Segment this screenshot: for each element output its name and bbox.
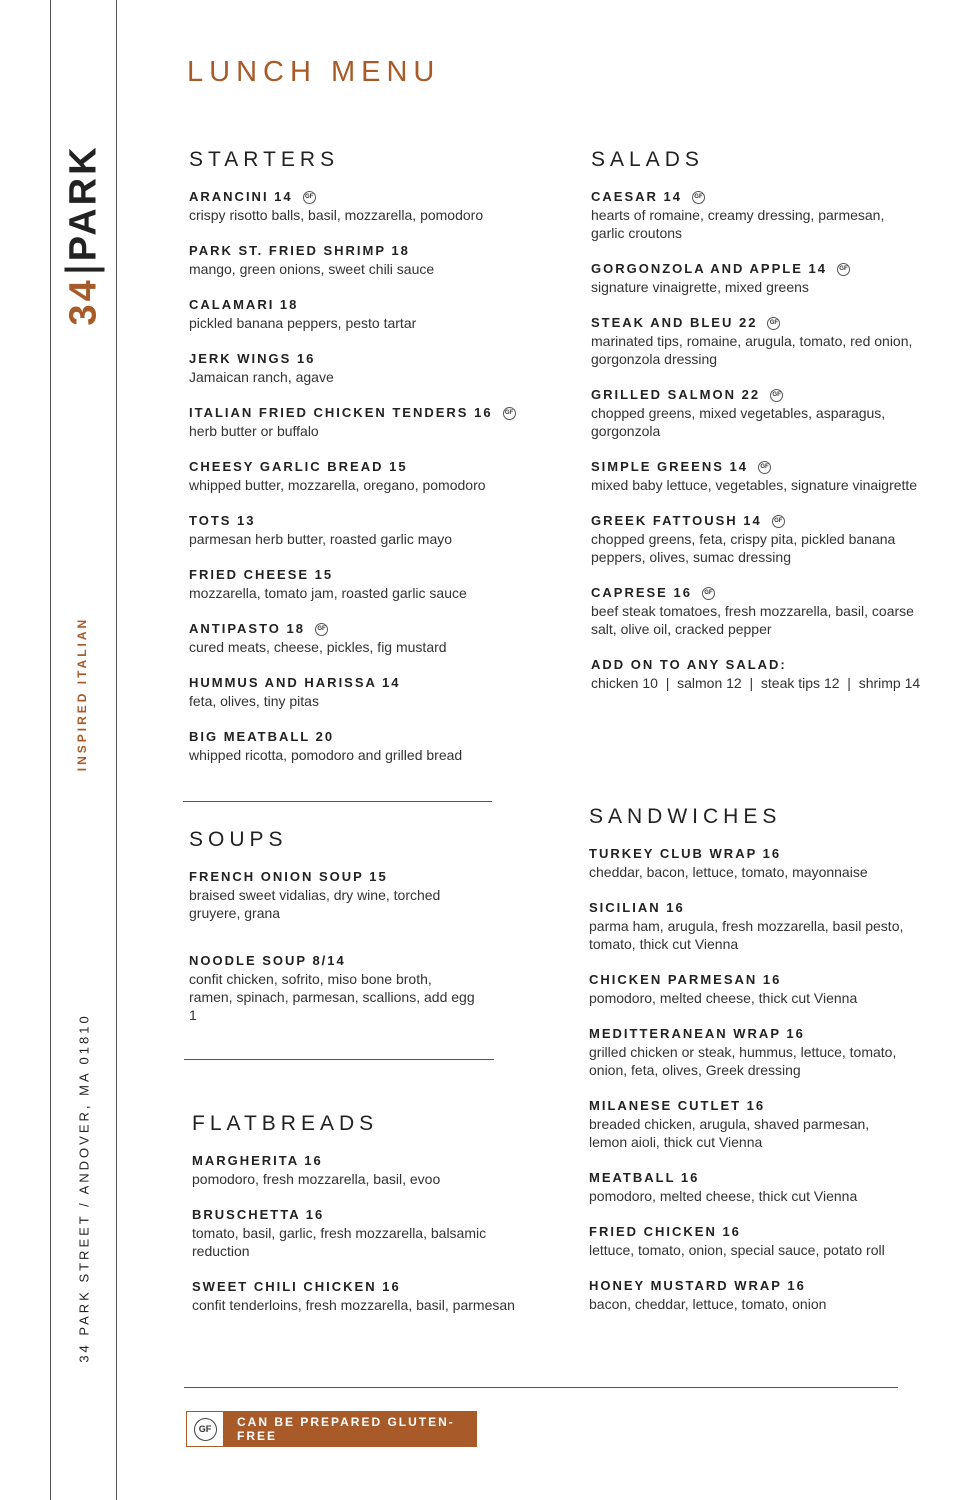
- item-name: BIG MEATBALL 20: [189, 729, 335, 744]
- menu-item: [591, 188, 921, 242]
- gluten-free-legend: [186, 1411, 477, 1447]
- item-description: whipped ricotta, pomodoro and grilled bread: [189, 747, 463, 763]
- starters-section: [189, 148, 529, 782]
- gluten-free-icon: GF: [758, 461, 771, 474]
- item-name: CHICKEN PARMESAN 16: [589, 972, 782, 987]
- gluten-free-icon: GF: [315, 623, 328, 636]
- item-name: CHEESY GARLIC BREAD 15: [189, 459, 408, 474]
- item-description: chopped greens, mixed vegetables, asparagus, gorgonzola: [591, 405, 886, 439]
- menu-item: [189, 868, 479, 922]
- gluten-free-icon: GF: [303, 191, 316, 204]
- item-description: crispy risotto balls, basil, mozzarella, pomodoro: [189, 207, 484, 223]
- section-title: SANDWICHES: [589, 805, 782, 828]
- section-title: STARTERS: [189, 148, 340, 171]
- menu-item: [589, 1169, 909, 1205]
- brand-separator: [64, 267, 104, 271]
- bottom-divider-line: [184, 1387, 898, 1388]
- item-description: feta, olives, tiny pitas: [189, 693, 319, 709]
- flatbreads-section: [192, 1112, 522, 1332]
- menu-title: LUNCH MENU: [187, 56, 441, 88]
- sidebar-divider-line: [116, 0, 117, 1500]
- section-title: FLATBREADS: [192, 1112, 379, 1135]
- item-description: chopped greens, feta, crispy pita, pickled banana peppers, olives, sumac dressing: [591, 531, 896, 565]
- tagline-text: INSPIRED ITALIAN: [75, 616, 89, 772]
- menu-item: [189, 188, 529, 224]
- menu-item: [591, 386, 921, 440]
- gluten-free-icon: GF: [772, 515, 785, 528]
- item-description: beef steak tomatoes, fresh mozzarella, basil, coarse salt, olive oil, cracked pepper: [591, 603, 914, 637]
- item-name: ITALIAN FRIED CHICKEN TENDERS 16: [189, 405, 493, 420]
- item-description: cured meats, cheese, pickles, fig mustard: [189, 639, 447, 655]
- menu-item: [189, 458, 529, 494]
- item-description: grilled chicken or steak, hummus, lettuce, tomato, onion, feta, olives, Greek dressing: [589, 1044, 897, 1078]
- item-description: mango, green onions, sweet chili sauce: [189, 261, 435, 277]
- addon-description: chicken 10 | salmon 12 | steak tips 12 | shrimp 14: [591, 675, 921, 691]
- item-description: pomodoro, melted cheese, thick cut Vienna: [589, 990, 858, 1006]
- item-name: FRIED CHEESE 15: [189, 567, 334, 582]
- salad-addons: [591, 656, 921, 692]
- address-text: 34 PARK STREET / ANDOVER, MA 01810: [76, 1013, 92, 1363]
- item-description: lettuce, tomato, onion, special sauce, potato roll: [589, 1242, 885, 1258]
- item-name: CAPRESE 16: [591, 585, 692, 600]
- menu-item: [589, 1025, 909, 1079]
- item-description: whipped butter, mozzarella, oregano, pomodoro: [189, 477, 486, 493]
- item-name: BRUSCHETTA 16: [192, 1207, 325, 1222]
- menu-item: [192, 1278, 522, 1314]
- item-description: tomato, basil, garlic, fresh mozzarella, balsamic reduction: [192, 1225, 487, 1259]
- item-name: HONEY MUSTARD WRAP 16: [589, 1278, 806, 1293]
- menu-item: [591, 458, 921, 494]
- item-name: CAESAR 14: [591, 189, 682, 204]
- legend-text: CAN BE PREPARED GLUTEN-FREE: [223, 1412, 476, 1446]
- item-description: confit tenderloins, fresh mozzarella, basil, parmesan: [192, 1297, 515, 1313]
- brand-name: PARK: [62, 144, 105, 262]
- divider-line: [184, 1059, 494, 1060]
- item-name: HUMMUS AND HARISSA 14: [189, 675, 401, 690]
- item-name: CALAMARI 18: [189, 297, 299, 312]
- menu-item: [189, 728, 529, 764]
- gluten-free-icon: GF: [837, 263, 850, 276]
- item-description: Jamaican ranch, agave: [189, 369, 334, 385]
- item-name: SWEET CHILI CHICKEN 16: [192, 1279, 401, 1294]
- menu-item: [189, 404, 529, 440]
- menu-item: [591, 584, 921, 638]
- item-name: GRILLED SALMON 22: [591, 387, 761, 402]
- item-name: MILANESE CUTLET 16: [589, 1098, 766, 1113]
- left-border-line: [50, 0, 51, 1500]
- sandwiches-section: [589, 805, 909, 1331]
- item-name: GREEK FATTOUSH 14: [591, 513, 762, 528]
- menu-item: [589, 1097, 909, 1151]
- menu-item: [591, 512, 921, 566]
- menu-item: [589, 971, 909, 1007]
- addon-title: ADD ON TO ANY SALAD:: [591, 657, 787, 672]
- item-name: TURKEY CLUB WRAP 16: [589, 846, 782, 861]
- item-description: marinated tips, romaine, arugula, tomato, red onion, gorgonzola dressing: [591, 333, 913, 367]
- item-name: NOODLE SOUP 8/14: [189, 953, 346, 968]
- menu-item: [589, 899, 909, 953]
- item-description: breaded chicken, arugula, shaved parmesan, lemon aioli, thick cut Vienna: [589, 1116, 870, 1150]
- menu-item: [192, 1152, 522, 1188]
- menu-item: [589, 845, 909, 881]
- item-name: SICILIAN 16: [589, 900, 685, 915]
- item-description: pickled banana peppers, pesto tartar: [189, 315, 417, 331]
- item-name: FRIED CHICKEN 16: [589, 1224, 741, 1239]
- gluten-free-icon: GF: [767, 317, 780, 330]
- menu-item: [189, 350, 529, 386]
- item-description: braised sweet vidalias, dry wine, torched gruyere, grana: [189, 887, 441, 921]
- item-name: JERK WINGS 16: [189, 351, 316, 366]
- menu-item: [189, 952, 479, 1024]
- item-description: confit chicken, sofrito, miso bone broth, ramen, spinach, parmesan, scallions, add egg 1: [189, 971, 475, 1023]
- item-description: herb butter or buffalo: [189, 423, 319, 439]
- item-description: mozzarella, tomato jam, roasted garlic sauce: [189, 585, 467, 601]
- item-name: SIMPLE GREENS 14: [591, 459, 748, 474]
- item-name: FRENCH ONION SOUP 15: [189, 869, 388, 884]
- gluten-free-icon: GF: [702, 587, 715, 600]
- item-description: bacon, cheddar, lettuce, tomato, onion: [589, 1296, 827, 1312]
- menu-item: [192, 1206, 522, 1260]
- menu-item: [189, 566, 529, 602]
- menu-item: [189, 674, 529, 710]
- item-description: hearts of romaine, creamy dressing, parmesan, garlic croutons: [591, 207, 885, 241]
- menu-item: [189, 512, 529, 548]
- item-name: STEAK AND BLEU 22: [591, 315, 758, 330]
- item-name: TOTS 13: [189, 513, 256, 528]
- section-title: SOUPS: [189, 828, 288, 851]
- item-name: ANTIPASTO 18: [189, 621, 305, 636]
- menu-item: [189, 242, 529, 278]
- section-title: SALADS: [591, 148, 704, 171]
- item-description: pomodoro, fresh mozzarella, basil, evoo: [192, 1171, 441, 1187]
- menu-item: [589, 1223, 909, 1259]
- menu-item: [189, 620, 529, 656]
- item-description: signature vinaigrette, mixed greens: [591, 279, 809, 295]
- legend-icon-box: [187, 1412, 223, 1446]
- brand-number: 34: [62, 277, 105, 326]
- item-name: MARGHERITA 16: [192, 1153, 323, 1168]
- item-name: PARK ST. FRIED SHRIMP 18: [189, 243, 410, 258]
- item-description: parma ham, arugula, fresh mozzarella, basil pesto, tomato, thick cut Vienna: [589, 918, 904, 952]
- salads-section: [591, 148, 921, 710]
- menu-item: [591, 260, 921, 296]
- divider-line: [183, 801, 492, 802]
- gluten-free-icon: GF: [770, 389, 783, 402]
- menu-item: [589, 1277, 909, 1313]
- gluten-free-icon: GF: [503, 407, 516, 420]
- item-name: MEATBALL 16: [589, 1170, 700, 1185]
- gluten-free-icon: GF: [692, 191, 705, 204]
- item-name: MEDITTERANEAN WRAP 16: [589, 1026, 805, 1041]
- item-name: GORGONZOLA AND APPLE 14: [591, 261, 827, 276]
- soups-section: [189, 828, 479, 1042]
- gluten-free-icon: GF: [194, 1418, 217, 1441]
- item-description: pomodoro, melted cheese, thick cut Vienna: [589, 1188, 858, 1204]
- menu-item: [189, 296, 529, 332]
- item-description: cheddar, bacon, lettuce, tomato, mayonnaise: [589, 864, 868, 880]
- menu-item: [591, 314, 921, 368]
- item-name: ARANCINI 14: [189, 189, 293, 204]
- item-description: mixed baby lettuce, vegetables, signature vinaigrette: [591, 477, 918, 493]
- item-description: parmesan herb butter, roasted garlic mayo: [189, 531, 453, 547]
